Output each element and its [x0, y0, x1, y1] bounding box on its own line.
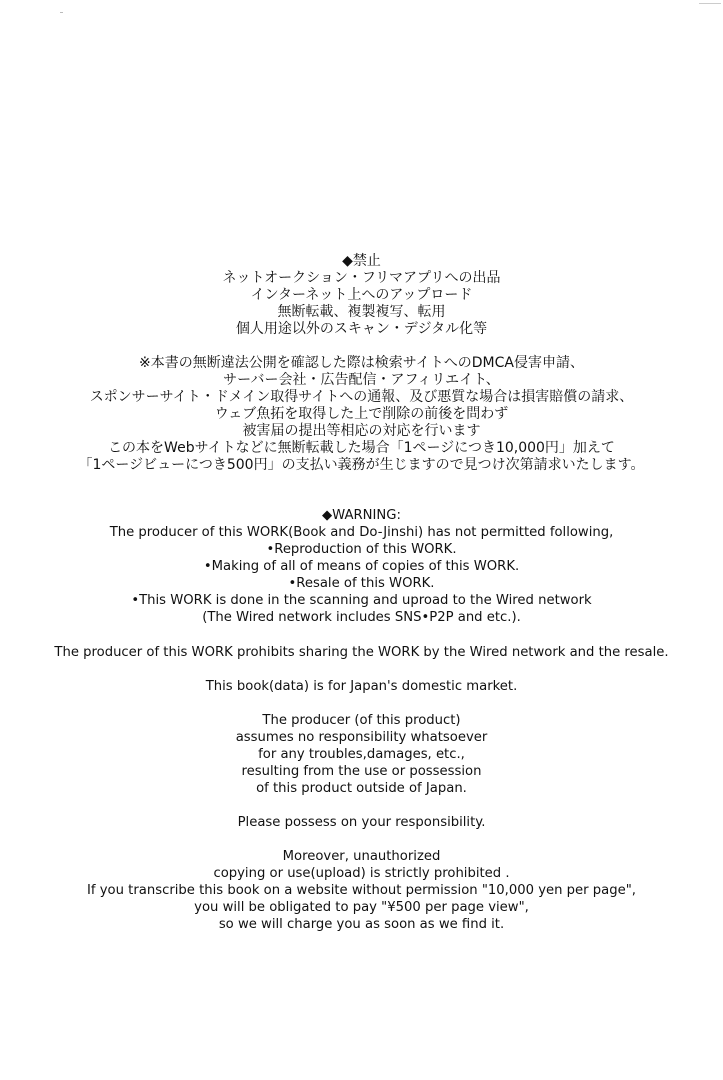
final-line: copying or use(upload) is strictly prohibited . — [213, 866, 510, 881]
sharing-paragraph — [0, 644, 723, 661]
warning-line: (The Wired network includes SNS•P2P and etc.). — [202, 610, 521, 625]
english-warning-block — [0, 507, 723, 626]
final-line: so we will charge you as soon as we find it. — [218, 917, 505, 932]
market-line: This book(data) is for Japan's domestic market. — [205, 679, 518, 694]
responsibility-paragraph — [0, 712, 723, 797]
warning-line: •This WORK is done in the scanning and uproad to the Wired network — [131, 593, 592, 608]
japanese-notice-block — [0, 355, 723, 474]
warning-line: •Resale of this WORK. — [288, 576, 435, 591]
prohibited-item: 個人用途以外のスキャン・デジタル化等 — [235, 321, 488, 337]
responsibility-line: resulting from the use or possession — [241, 764, 482, 779]
responsibility-line: for any troubles,damages, etc., — [258, 747, 465, 762]
japanese-heading: ◆禁止 — [342, 253, 381, 269]
final-line: Moreover, unauthorized — [282, 849, 441, 864]
notice-line: この本をWebサイトなどに無断転載した場合「1ページにつき10,000円」加えて — [108, 440, 615, 456]
warning-line: •Making of all of means of copies of this WORK. — [203, 559, 520, 574]
responsibility-line: The producer (of this product) — [262, 713, 461, 728]
prohibited-item: インターネット上へのアップロード — [250, 287, 473, 303]
final-line: you will be obligated to pay "¥500 per page view", — [194, 900, 529, 915]
sharing-line: The producer of this WORK prohibits sharing the WORK by the Wired network and the resale. — [54, 645, 669, 660]
english-heading: ◆WARNING: — [322, 508, 401, 523]
scan-speck — [60, 12, 63, 13]
warning-line: The producer of this WORK(Book and Do-Jinshi) has not permitted following, — [109, 525, 614, 540]
notice-line: サーバー会社・広告配信・アフィリエイト、 — [223, 372, 500, 388]
notice-line: ※本書の無断違法公開を確認した際は検索サイトへのDMCA侵害申請、 — [139, 355, 584, 371]
prohibited-item: ネットオークション・フリマアプリへの出品 — [222, 270, 501, 286]
responsibility-line: assumes no responsibility whatsoever — [235, 730, 488, 745]
notice-line: 被害届の提出等相応の対応を行います — [242, 423, 481, 439]
japanese-prohibition-block — [0, 253, 723, 338]
possess-line: Please possess on your responsibility. — [237, 815, 486, 830]
market-paragraph — [0, 678, 723, 695]
notice-line: スポンサーサイト・ドメイン取得サイトへの通報、及び悪質な場合は損害賠償の請求、 — [89, 389, 634, 405]
prohibited-item: 無断転載、複製複写、転用 — [277, 304, 446, 320]
warning-line: •Reproduction of this WORK. — [266, 542, 457, 557]
scan-edge-mark — [699, 3, 721, 4]
final-paragraph — [0, 848, 723, 933]
notice-line: 「1ページビューにつき500円」の支払い義務が生じますので見つけ次第請求いたします。 — [78, 457, 645, 473]
notice-line: ウェブ魚拓を取得した上で削除の前後を問わず — [214, 406, 509, 422]
responsibility-line: of this product outside of Japan. — [256, 781, 467, 796]
final-line: If you transcribe this book on a website without permission "10,000 yen per page", — [87, 883, 636, 898]
possess-paragraph — [0, 814, 723, 831]
